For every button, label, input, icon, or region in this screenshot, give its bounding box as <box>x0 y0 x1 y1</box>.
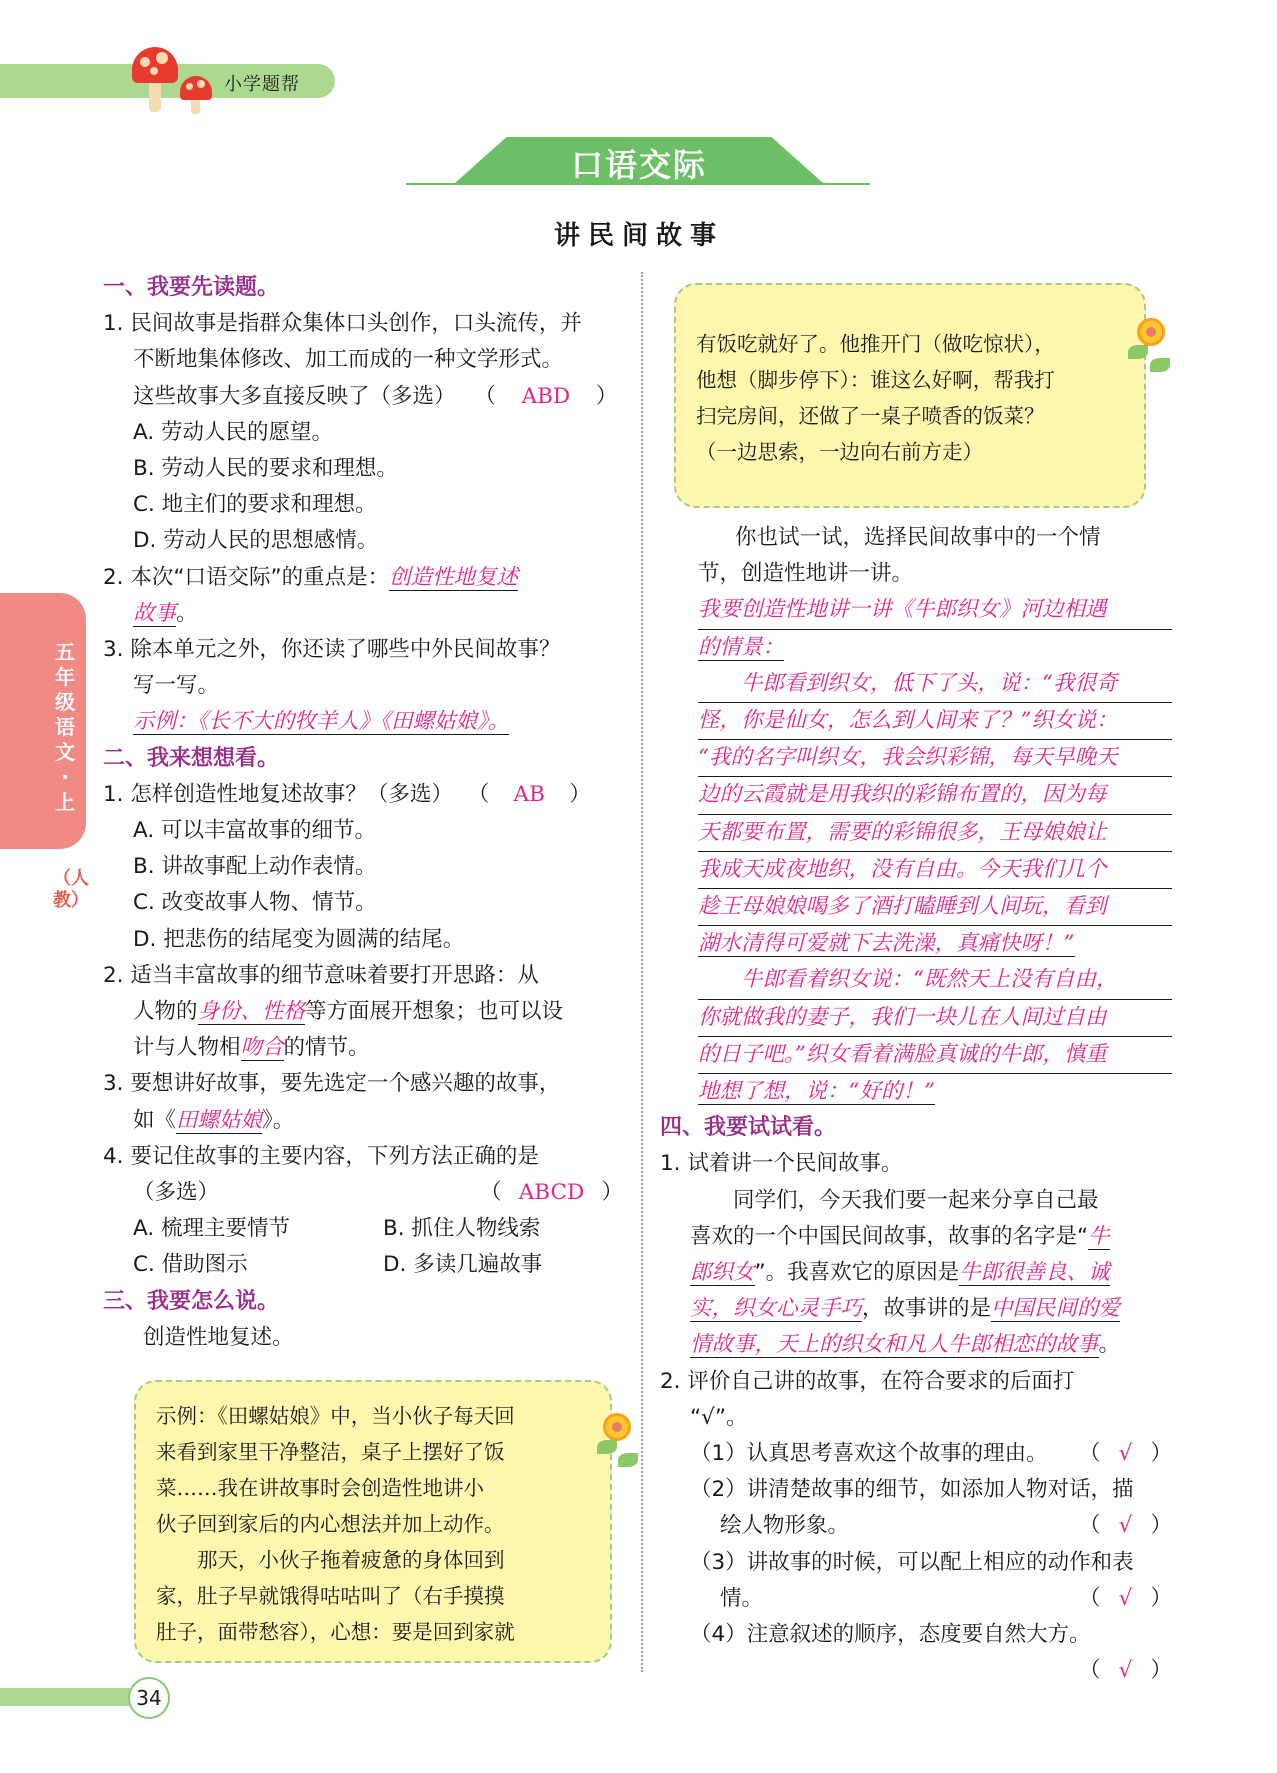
checklist-item-cont: 情。 （ √ ） <box>660 1581 1172 1617</box>
option: C. 借助图示 <box>133 1252 248 1278</box>
page-number: 34 <box>128 1677 170 1719</box>
answer-blank[interactable]: ABD <box>521 383 571 409</box>
checklist-item: （1）认真思考喜欢这个故事的理由。 （ √ ） <box>660 1436 1172 1472</box>
mushroom-small-icon <box>180 76 212 100</box>
checklist-item: （4）注意叙述的顺序，态度要自然大方。 <box>690 1622 1091 1648</box>
option: C. 地主们的要求和理想。 <box>133 492 377 518</box>
question-text: 2. 评价自己讲的故事，在符合要求的后面打 <box>660 1368 1075 1394</box>
leaf-icon <box>1150 358 1170 372</box>
speech-line: 情故事，天上的织女和凡人牛郎相恋的故事。 <box>690 1332 1121 1358</box>
option: B. 抓住人物线索 <box>383 1216 541 1242</box>
option: B. 讲故事配上动作表情。 <box>133 854 377 880</box>
options-row <box>103 1211 623 1247</box>
question-text: 1. 民间故事是指群众集体口头创作，口头流传，并 <box>103 311 582 337</box>
question-text: 3. 要想讲好故事，要先选定一个感兴趣的故事， <box>103 1071 561 1097</box>
question-text: 3. 除本单元之外，你还读了哪些中外民间故事？ <box>103 637 561 663</box>
answer-blank[interactable]: ABCD <box>518 1180 585 1206</box>
speech-line: 郎织女”。我喜欢它的原因是牛郎很善良、诚 <box>690 1260 1110 1286</box>
leaf-icon <box>618 1453 638 1467</box>
option: A. 可以丰富故事的细节。 <box>133 818 376 844</box>
page-title: 讲民间故事 <box>553 221 724 251</box>
answer-blank[interactable]: 创造性地复述 <box>389 564 519 590</box>
mushroom-stem-icon <box>149 80 161 112</box>
option: C. 改变故事人物、情节。 <box>133 890 377 916</box>
instruction-text: 节，创造性地讲一讲。 <box>698 561 914 587</box>
left-column <box>103 270 623 1356</box>
question-text: 2. 适当丰富故事的细节意味着要打开思路：从 <box>103 962 539 988</box>
question-text: 4. 要记住故事的主要内容，下列方法正确的是 <box>103 1143 539 1169</box>
mushroom-small-stem-icon <box>191 98 200 114</box>
answer-blank[interactable]: 身份、性格 <box>197 999 306 1025</box>
checklist-item: （3）讲故事的时候，可以配上相应的动作和表 <box>690 1549 1134 1575</box>
answer-blank[interactable]: 田螺姑娘 <box>176 1107 263 1133</box>
checklist-item: （2）讲清楚故事的细节，如添加人物对话，描 <box>690 1477 1134 1503</box>
speech-line: 实，织女心灵手巧，故事讲的是中国民间的爱 <box>690 1296 1121 1322</box>
question-line: 故事。 <box>133 600 198 626</box>
question-text: 1. 试着讲一个民间故事。 <box>660 1151 903 1177</box>
checkmark-blank[interactable]: √ <box>1118 1658 1133 1684</box>
answer-blank[interactable]: 中国民间的爱 <box>991 1296 1121 1322</box>
answer-line <box>103 704 623 740</box>
checklist-item-cont: 绘人物形象。 （ √ ） <box>660 1508 1172 1544</box>
leaf-icon <box>597 1440 617 1454</box>
mushroom-icon <box>132 47 178 83</box>
brand-label: 小学题帮 <box>224 74 300 95</box>
column-divider <box>641 272 643 1672</box>
question-line: 如《田螺姑娘》。 <box>133 1107 295 1133</box>
option: D. 劳动人民的思想感情。 <box>133 528 379 554</box>
checkmark-blank[interactable]: √ <box>1118 1441 1133 1467</box>
example-box: 示例：《田螺姑娘》中，当小伙子每天回 来看到家里干净整洁，桌子上摆好了饭 菜……我在讲故事时会创造性地讲小 伙子回到家后的内心想法并加上动作。 那天，小伙子拖着疲惫的身体回到 家，肚子早就饿得咕咕叫了（右手摸摸 肚子，面带愁容），心想：要是回到家就 <box>134 1380 612 1663</box>
speech-line: 同学们，今天我们要一起来分享自己最 <box>690 1187 1099 1213</box>
answer-blank[interactable]: AB <box>513 781 545 807</box>
question-line: 这些故事大多直接反映了（多选） （ ABD ） <box>103 379 623 415</box>
question-text: 不断地集体修改、加工而成的一种文学形式。 <box>133 347 564 373</box>
question-text: “√”。 <box>690 1404 748 1430</box>
question-text: 写一写。 <box>133 673 220 699</box>
sunflower-icon <box>1137 318 1165 346</box>
answer-blank[interactable]: 郎织女 <box>690 1260 755 1286</box>
example-box-continued: 有饭吃就好了。他推开门（做吃惊状）， 他想（脚步停下）：谁这么好啊，帮我打 扫完房间，还做了一桌子喷香的饭菜？ （一边思索，一边向右前方走） <box>674 283 1146 508</box>
option: A. 梳理主要情节 <box>133 1216 290 1242</box>
speech-line: 喜欢的一个中国民间故事，故事的名字是“牛 <box>690 1223 1110 1249</box>
question-line: 2. 本次“口语交际”的重点是：创造性地复述 <box>103 564 519 590</box>
checklist-item-cont: （ √ ） <box>660 1653 1172 1689</box>
answer-blank[interactable]: 情故事，天上的织女和凡人牛郎相恋的故事 <box>690 1332 1099 1358</box>
answer-blank[interactable]: 示例：《长不大的牧羊人》《田螺姑娘》。 <box>133 709 510 735</box>
section-heading-2: 二、我来想想看。 <box>103 745 280 771</box>
story-answer[interactable]: 我要创造性地讲一讲《牛郎织女》河边相遇 的情景： 牛郎看到织女，低下了头，说：“我很奇 怪，你是仙女，怎么到人间来了？”织女说： “我的名字叫织女，我会织彩锦，每天早晚天 边的云霞就是用我织的彩锦布置的，因为每 天都要布置，需要的彩锦很多，王母娘娘让 我成天成夜地织，没有自由。今天我们几个 趁王母娘娘喝多了酒打瞌睡到人间玩，看到 湖水清得可爱就下去洗澡，真痛快呀！” 牛郎看着织女说：“既然天上没有自由， 你就做我的妻子，我们一块儿在人间过自由 的日子吧。”织女看着满脸真诚的牛郎，慎重 地想了想，说：“好的！” <box>660 592 1172 1110</box>
instruction-text: 你也试一试，选择民间故事中的一个情 <box>692 525 1101 550</box>
sunflower-icon <box>603 1413 631 1441</box>
question-line: 计与人物相吻合的情节。 <box>133 1035 370 1061</box>
option: D. 多读几遍故事 <box>383 1252 543 1278</box>
question-line: 1. 怎样创造性地复述故事？（多选） （ AB ） <box>103 777 623 813</box>
option: D. 把悲伤的结尾变为圆满的结尾。 <box>133 926 465 952</box>
right-column <box>660 520 1172 1690</box>
question-line: 人物的身份、性格等方面展开想象；也可以设 <box>133 999 564 1025</box>
question-line: （多选） （ ABCD ） <box>103 1175 623 1211</box>
answer-blank[interactable]: 故事 <box>133 600 177 626</box>
answer-blank[interactable]: 牛 <box>1088 1223 1110 1249</box>
banner-title: 口语交际 <box>570 146 707 184</box>
checkmark-blank[interactable]: √ <box>1118 1513 1133 1539</box>
instruction-text: 创造性地复述。 <box>143 1324 294 1350</box>
leaf-icon <box>1128 345 1148 359</box>
section-heading-3: 三、我要怎么说。 <box>103 1288 280 1314</box>
section-heading-4: 四、我要试试看。 <box>660 1115 837 1141</box>
footer-green-bar <box>0 1688 130 1706</box>
grade-label: 五年级语文·上 <box>55 640 75 814</box>
option: A. 劳动人民的愿望。 <box>133 419 333 445</box>
option: B. 劳动人民的要求和理想。 <box>133 456 398 482</box>
answer-blank[interactable]: 牛郎很善良、诚 <box>959 1260 1110 1286</box>
options-row <box>103 1247 623 1283</box>
checkmark-blank[interactable]: √ <box>1118 1585 1133 1611</box>
section-heading-1: 一、我要先读题。 <box>103 275 280 300</box>
answer-blank[interactable]: 实，织女心灵手巧 <box>690 1296 863 1322</box>
answer-blank[interactable]: 吻合 <box>240 1035 284 1061</box>
edition-label: （人教） <box>53 868 89 911</box>
